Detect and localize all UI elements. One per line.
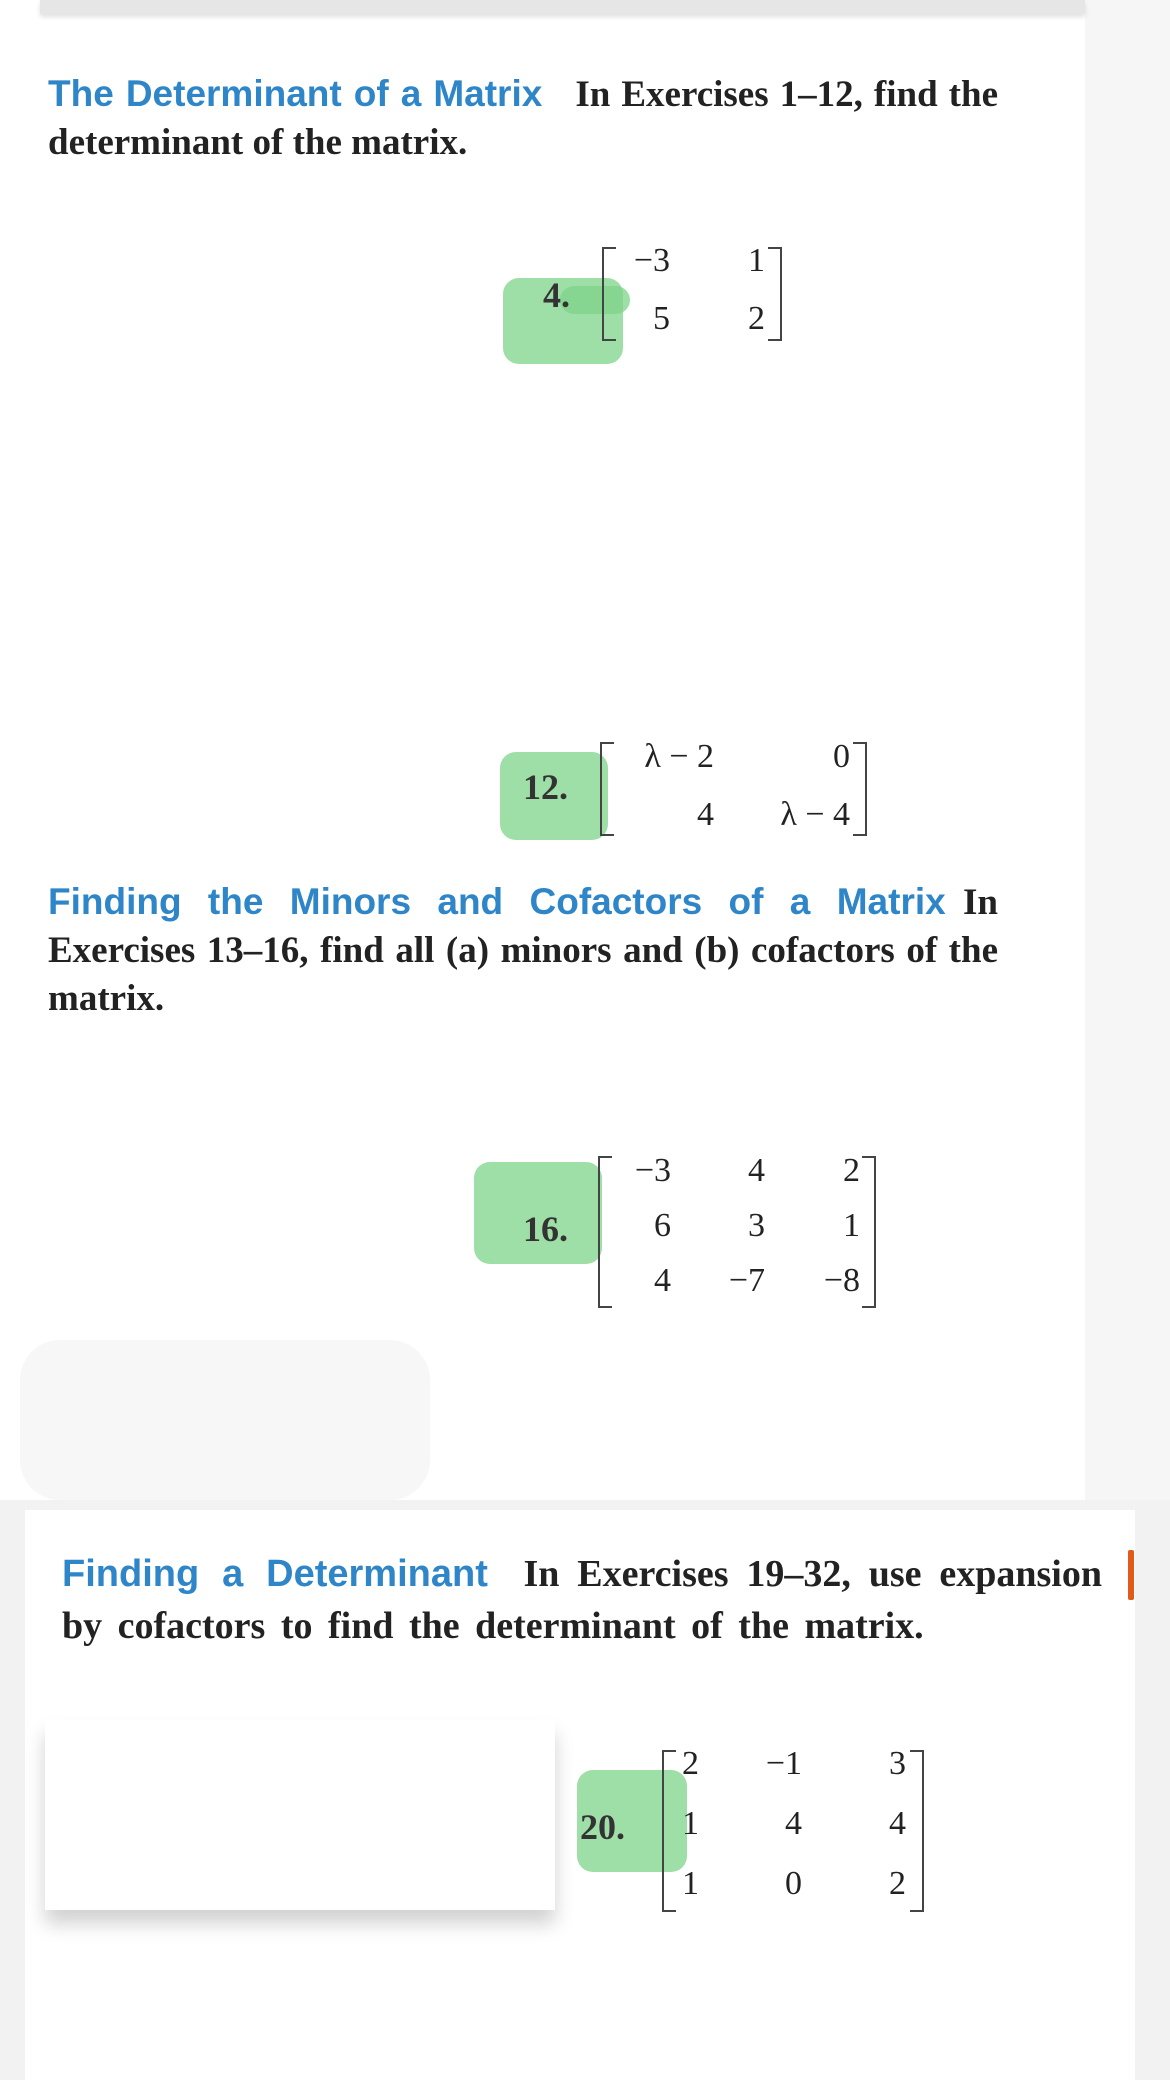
matrix-cell: λ − 4 [780,796,850,833]
matrix-cell: 4 [889,1805,906,1842]
scan-artifact [20,1340,430,1500]
matrix-cell: λ − 2 [644,738,714,775]
exercise-number: 20. [580,1807,625,1847]
matrix-cell: −3 [633,242,670,279]
matrix-cell: 3 [748,1207,765,1244]
section-heading-finding-determinant [62,1548,1102,1652]
right-bracket [862,1156,876,1308]
matrix-cell: 0 [833,738,850,775]
right-bracket [910,1750,924,1912]
matrix-cell: 4 [748,1152,765,1189]
section-instructions: In Exercises 13–16, find all (a) minors and (b) cofactors of the matrix. [48,882,998,1019]
matrix-cell: 1 [843,1207,860,1244]
section-instructions: In Exercises 19–32, use expansion by cofactors to find the determinant of the matrix. [62,1553,1103,1647]
exercise-number: 16. [523,1209,568,1249]
matrix-cell: 3 [889,1745,906,1782]
exercise-number: 12. [523,767,568,807]
matrix-cell: 5 [653,300,670,337]
matrix-cell: 4 [654,1262,671,1299]
matrix-cell: 2 [748,300,765,337]
right-bracket [853,742,867,836]
matrix-cell: 4 [785,1805,802,1842]
right-bracket [768,247,782,341]
exercise-number: 4. [543,275,570,315]
matrix-cell: −8 [823,1262,860,1299]
matrix-cell: 1 [682,1865,699,1902]
matrix-cell: 6 [654,1207,671,1244]
matrix-cell: 1 [682,1805,699,1842]
section-heading-minors-cofactors [48,878,998,1023]
section-title: Finding the Minors and Cofactors of a Matrix [48,881,946,922]
matrix-cell: 2 [889,1865,906,1902]
matrix-cell: 2 [682,1745,699,1782]
matrix-cell: −1 [765,1745,802,1782]
page-edge-marker [1128,1550,1134,1600]
overlay-card [45,1720,555,1910]
section-instructions: In Exercises 1–12, find the determinant of the matrix. [48,74,998,163]
section-heading-determinant [48,70,998,167]
matrix-cell: −3 [634,1152,671,1189]
matrix-cell: 2 [843,1152,860,1189]
matrix-cell: 4 [697,796,714,833]
matrix-cell: 1 [748,242,765,279]
matrix-cell: −7 [728,1262,765,1299]
section-title: Finding a Determinant [62,1553,488,1595]
matrix-cell: 0 [785,1865,802,1902]
section-title: The Determinant of a Matrix [48,73,543,114]
page-top-edge [40,0,1085,14]
